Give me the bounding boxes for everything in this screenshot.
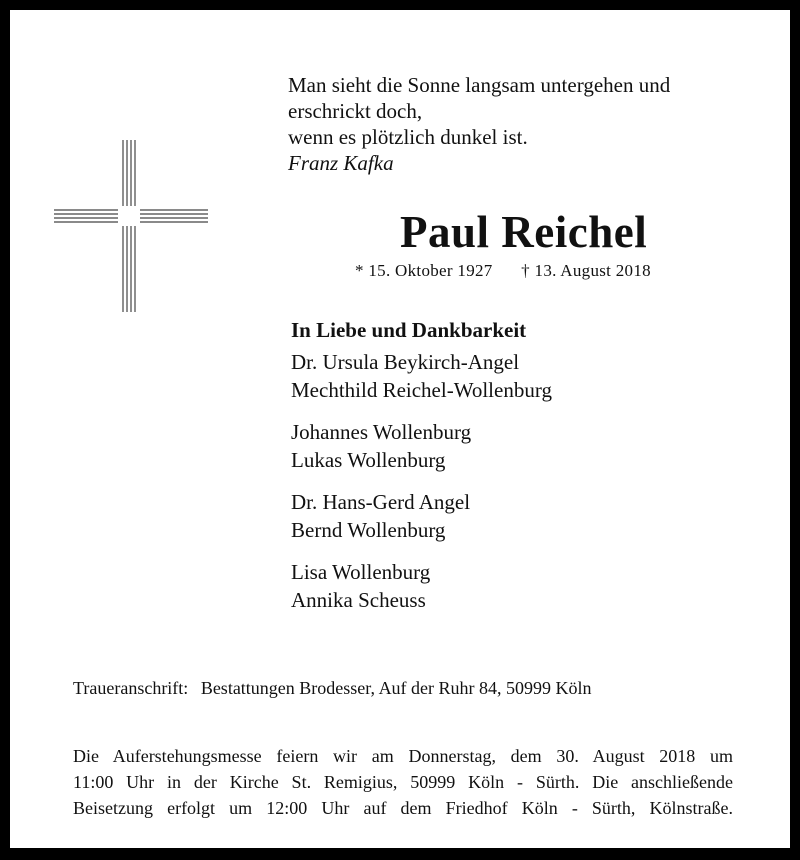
mourner-name: Dr. Ursula Beykirch-Angel [291,350,520,374]
mourning-address [73,678,592,699]
mourners-heading: In Liebe und Dankbarkeit [291,318,527,342]
life-dates [355,261,651,281]
cross-icon [50,138,210,314]
service-line: 11:00 Uhr in der Kirche St. Remigius, 50999 Köln - Sürth. Die anschließende [73,772,733,792]
quote-line: wenn es plötzlich dunkel ist. [288,125,528,149]
mourner-group [291,558,552,614]
mourner-name: Dr. Hans-Gerd Angel [291,490,471,514]
deceased-name: Paul Reichel [400,207,648,257]
service-line: Beisetzung erfolgt um 12:00 Uhr auf dem Friedhof Köln - Sürth, Kölnstraße. [73,798,733,818]
mourner-name: Johannes Wollenburg [291,420,472,444]
quote-author: Franz Kafka [288,151,394,175]
mourners-list [291,316,552,628]
mourner-name: Bernd Wollenburg [291,518,446,542]
mourner-name: Annika Scheuss [291,588,426,612]
obituary-card [10,10,790,848]
quote-line: erschrickt doch, [288,99,423,123]
mourner-group [291,348,552,404]
service-info [73,743,733,821]
mourner-group [291,418,552,474]
death-date: † 13. August 2018 [521,261,651,280]
birth-date: * 15. Oktober 1927 [355,261,493,280]
address-label: Traueranschrift: [73,678,189,698]
mourner-name: Mechthild Reichel-Wollenburg [291,378,552,402]
mourner-group [291,488,552,544]
service-line: Die Auferstehungsmesse feiern wir am Donnerstag, dem 30. August 2018 um [73,746,733,766]
mourner-name: Lukas Wollenburg [291,448,446,472]
mourner-name: Lisa Wollenburg [291,560,431,584]
address-value: Bestattungen Brodesser, Auf der Ruhr 84, 50999 Köln [200,678,592,698]
quote [288,72,670,176]
quote-line: Man sieht die Sonne langsam untergehen und [288,73,671,97]
